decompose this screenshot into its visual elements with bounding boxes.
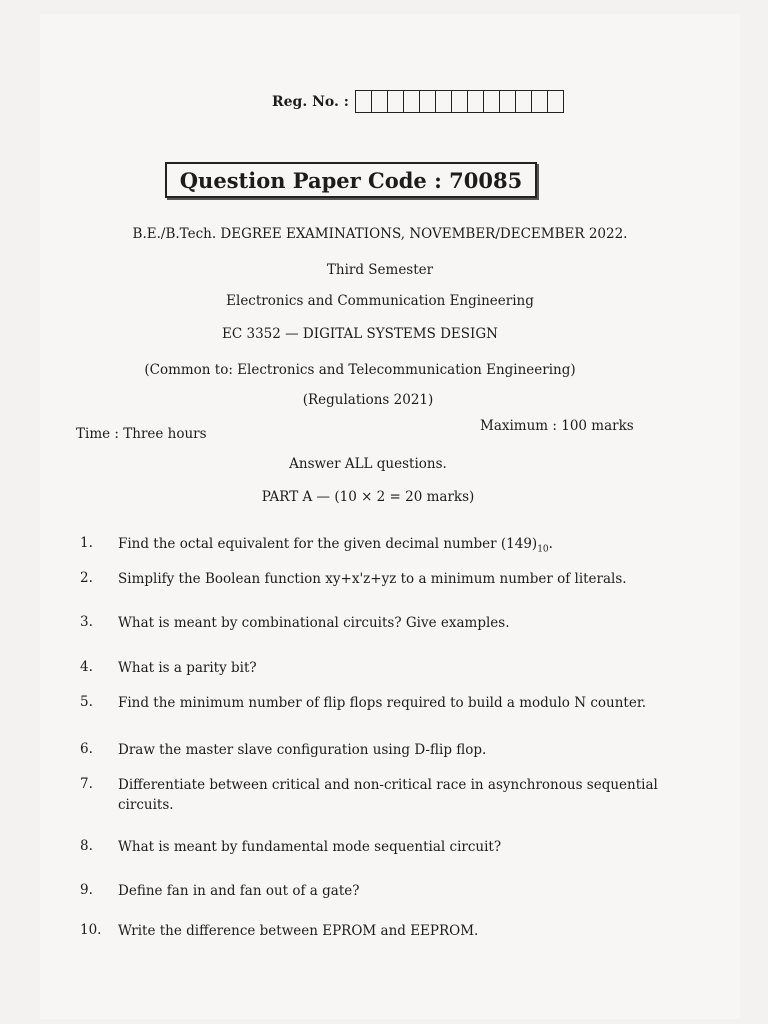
reg-no-box [372, 91, 388, 112]
question-number: 2. [80, 570, 93, 586]
question-8 [80, 838, 660, 858]
reg-no-box [356, 91, 372, 112]
question-2 [80, 570, 660, 590]
reg-no-boxes [355, 90, 564, 113]
question-number: 4. [80, 659, 93, 675]
question-7 [80, 776, 660, 815]
question-text: Draw the master slave configuration using D-flip flop. [118, 742, 487, 758]
question-number: 9. [80, 882, 93, 898]
question-text: What is meant by combinational circuits? Give examples. [118, 615, 510, 631]
question-text: What is meant by fundamental mode sequential circuit? [118, 839, 502, 855]
reg-no-field [272, 90, 564, 113]
question-4 [80, 659, 660, 679]
question-text: Simplify the Boolean function xy+x'z+yz to a minimum number of literals. [118, 571, 627, 587]
reg-no-box [420, 91, 436, 112]
reg-no-box [388, 91, 404, 112]
reg-no-box [484, 91, 500, 112]
question-number: 5. [80, 694, 93, 710]
question-text: Define fan in and fan out of a gate? [118, 883, 360, 899]
question-text: What is a parity bit? [118, 660, 257, 676]
reg-no-box [452, 91, 468, 112]
question-number: 6. [80, 741, 93, 757]
reg-no-box [548, 91, 563, 112]
branch: Electronics and Communication Engineering [226, 293, 534, 309]
degree-line: B.E./B.Tech. DEGREE EXAMINATIONS, NOVEMBER/DECEMBER 2022. [132, 226, 628, 242]
question-number: 1. [80, 535, 93, 551]
time-allowed: Time : Three hours [76, 426, 207, 442]
reg-no-box [404, 91, 420, 112]
reg-no-label: Reg. No. : [272, 93, 349, 110]
question-text: Differentiate between critical and non-critical race in asynchronous sequential circuits. [118, 777, 658, 813]
reg-no-box [532, 91, 548, 112]
question-10 [80, 922, 660, 942]
reg-no-box [468, 91, 484, 112]
question-number: 3. [80, 614, 93, 630]
question-text: Write the difference between EPROM and EEPROM. [118, 923, 479, 939]
question-number: 7. [80, 776, 93, 792]
reg-no-box [500, 91, 516, 112]
regulations: (Regulations 2021) [302, 392, 434, 408]
question-number: 10. [80, 922, 102, 938]
question-3 [80, 614, 660, 634]
question-1 [80, 535, 660, 557]
question-6 [80, 741, 660, 761]
reg-no-box [516, 91, 532, 112]
question-5 [80, 694, 660, 714]
question-number: 8. [80, 838, 93, 854]
part-a-heading: PART A — (10 × 2 = 20 marks) [261, 489, 475, 505]
question-paper-code: Question Paper Code : 70085 [165, 162, 537, 198]
course-title: EC 3352 — DIGITAL SYSTEMS DESIGN [222, 326, 498, 342]
semester: Third Semester [326, 262, 434, 278]
maximum-marks: Maximum : 100 marks [480, 418, 634, 434]
common-to: (Common to: Electronics and Telecommunication Engineering) [144, 362, 576, 378]
question-text: Find the octal equivalent for the given decimal number $(149)_{10}$. [118, 536, 553, 555]
question-9 [80, 882, 660, 902]
reg-no-box [436, 91, 452, 112]
instruction: Answer ALL questions. [289, 456, 447, 472]
question-text: Find the minimum number of flip flops required to build a modulo N counter. [118, 695, 647, 711]
